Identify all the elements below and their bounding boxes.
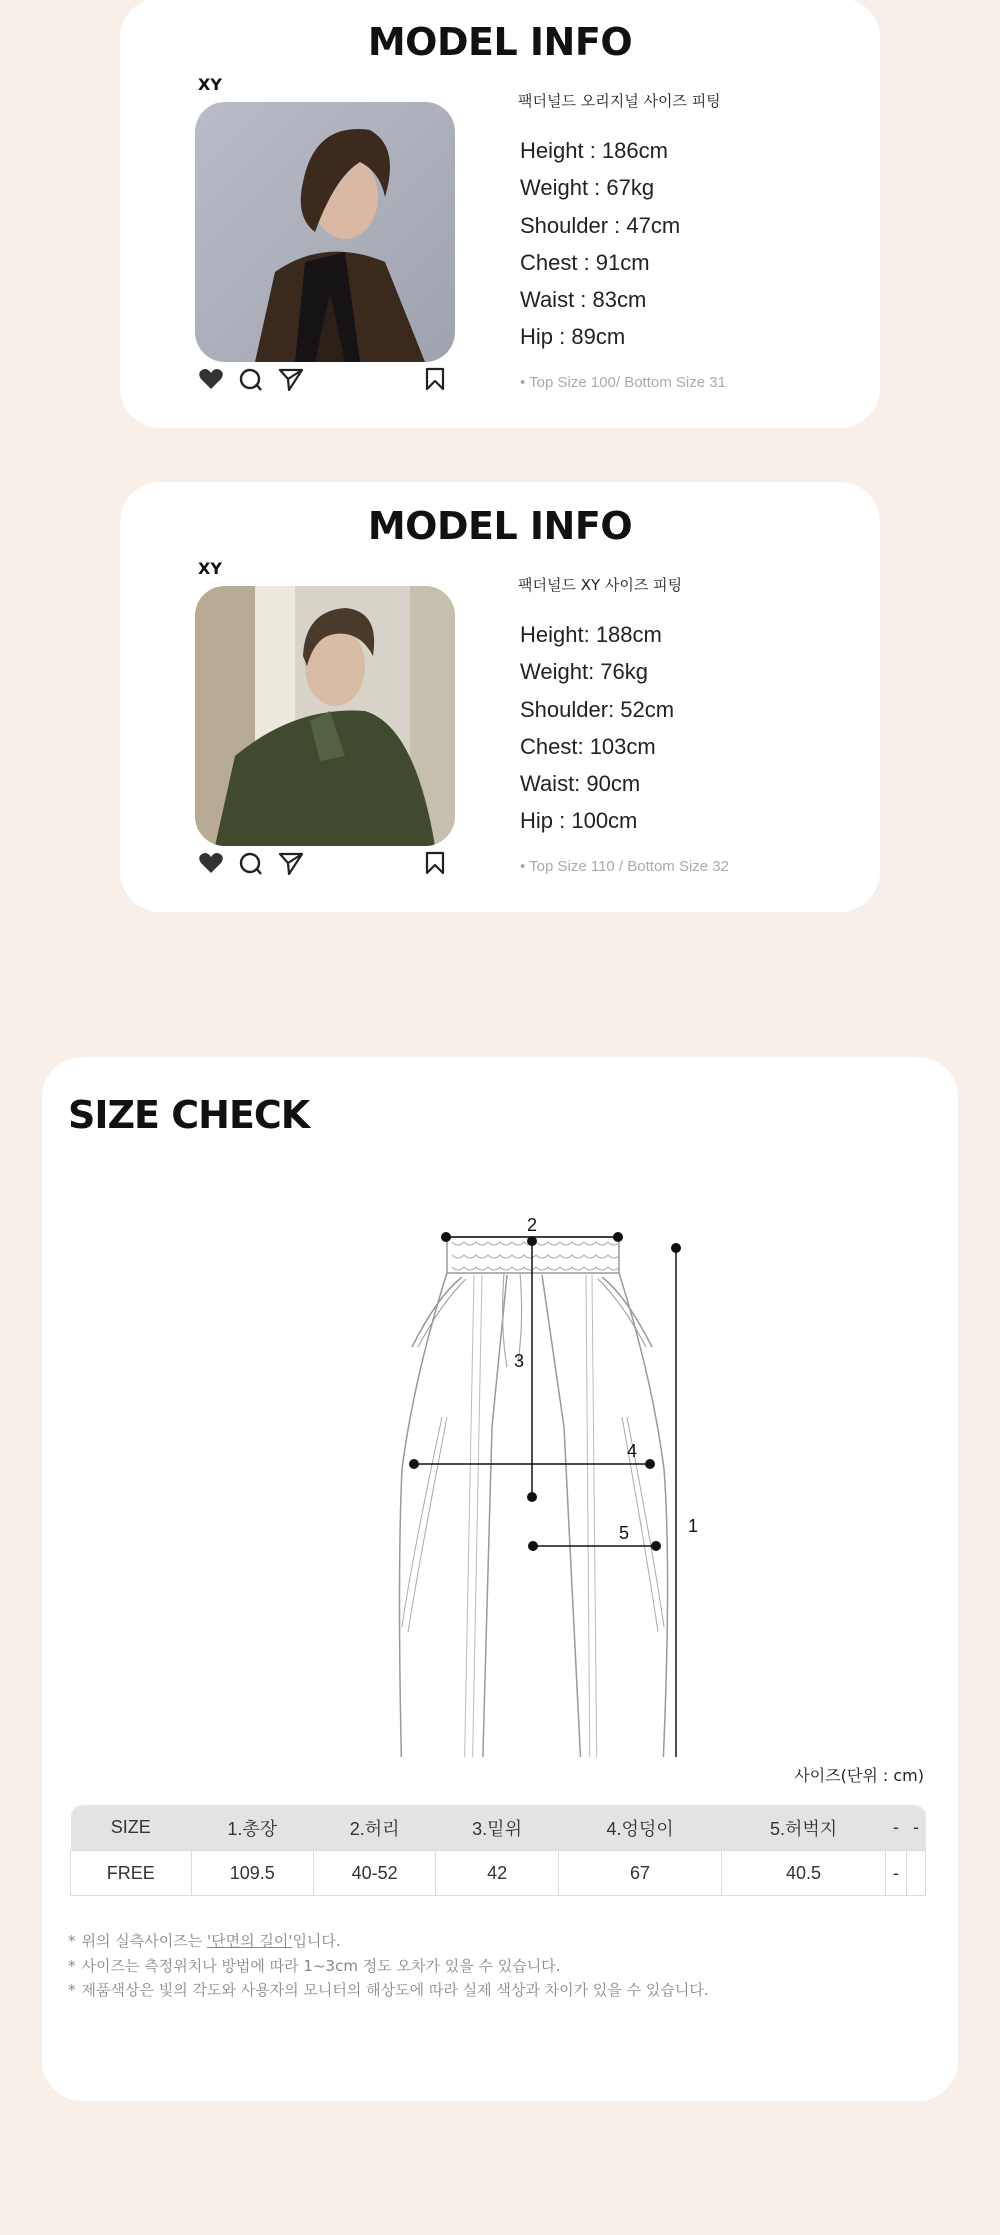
size-check-title: SIZE CHECK — [68, 1093, 310, 1137]
note-item — [68, 1929, 709, 1954]
unit-label: 사이즈(단위 : cm) — [794, 1766, 924, 1785]
table-header: 1.총장 — [191, 1805, 313, 1851]
heart-icon[interactable] — [198, 851, 224, 879]
model-info-card-1 — [120, 0, 880, 428]
table-cell: 67 — [558, 1851, 722, 1896]
table-header: 5.허벅지 — [722, 1805, 886, 1851]
table-header: 2.허리 — [313, 1805, 435, 1851]
stat-waist: Waist: 90cm — [520, 771, 641, 797]
stat-shoulder: Shoulder: 52cm — [520, 696, 675, 722]
size-table — [70, 1805, 926, 1896]
note-highlight: '단면의 길이' — [206, 1932, 293, 1950]
stat-height: Height: 188cm — [520, 622, 662, 647]
note-marker: * — [68, 1932, 76, 1950]
pants-diagram — [342, 1157, 722, 1761]
table-cell: FREE — [71, 1851, 192, 1896]
diagram-label-2: 2 — [526, 1215, 538, 1235]
size-note: • Top Size 110 / Bottom Size 32 — [520, 858, 729, 875]
note-item — [68, 1954, 709, 1979]
table-header: - — [885, 1805, 906, 1851]
note-text: 사이즈는 측정위치나 방법에 따라 1~3cm 정도 오차가 있을 수 있습니다. — [81, 1956, 561, 1975]
model-tag: XY — [198, 75, 222, 94]
note-suffix: 입니다. — [292, 1932, 341, 1950]
stat-weight: Weight : 67kg — [520, 175, 655, 201]
table-cell: - — [885, 1851, 906, 1896]
stat-height: Height : 186cm — [520, 138, 668, 163]
size-check-card — [42, 1057, 958, 2101]
heart-icon[interactable] — [198, 367, 224, 395]
table-header: 4.엉덩이 — [558, 1805, 722, 1851]
send-icon[interactable] — [278, 367, 304, 397]
model-stats — [520, 616, 674, 840]
table-cell: 109.5 — [191, 1851, 313, 1896]
model-info-title: MODEL INFO — [367, 20, 633, 64]
stat-chest: Chest : 91cm — [520, 249, 650, 275]
diagram-label-3: 3 — [513, 1351, 524, 1371]
note-marker: * — [68, 1981, 76, 1999]
table-header: 3.밑위 — [436, 1805, 558, 1851]
bookmark-icon[interactable] — [424, 367, 446, 395]
social-icons — [198, 851, 458, 881]
diagram-label-4: 4 — [626, 1441, 638, 1461]
model-photo-2 — [195, 586, 455, 846]
table-header: - — [907, 1805, 926, 1851]
stat-weight: Weight: 76kg — [520, 659, 649, 685]
size-note: • Top Size 100/ Bottom Size 31 — [520, 374, 726, 391]
social-icons — [198, 367, 458, 397]
send-icon[interactable] — [278, 851, 304, 881]
table-row — [71, 1851, 926, 1896]
model-tag: XY — [198, 559, 222, 578]
table-header: SIZE — [71, 1805, 192, 1851]
comment-icon[interactable] — [238, 851, 264, 881]
table-header-row — [71, 1805, 926, 1851]
note-text: 위의 실측사이즈는 — [81, 1932, 207, 1950]
model-info-card-2 — [120, 482, 880, 912]
fit-title: 팩더널드 오리지널 사이즈 피팅 — [518, 92, 721, 110]
model-stats — [520, 132, 680, 356]
table-cell: 40-52 — [313, 1851, 435, 1896]
stat-chest: Chest: 103cm — [520, 733, 656, 759]
stat-hip: Hip : 89cm — [520, 324, 626, 350]
model-photo-1 — [195, 102, 455, 362]
note-marker: * — [68, 1956, 76, 1975]
stat-hip: Hip : 100cm — [520, 808, 638, 834]
size-notes — [68, 1929, 709, 2003]
stat-waist: Waist : 83cm — [520, 287, 647, 313]
diagram-label-5: 5 — [618, 1523, 630, 1543]
table-cell — [907, 1851, 926, 1896]
fit-title: 팩더널드 XY 사이즈 피팅 — [518, 576, 683, 594]
diagram-label-1: 1 — [688, 1516, 699, 1536]
note-item — [68, 1978, 709, 2003]
stat-shoulder: Shoulder : 47cm — [520, 212, 681, 238]
model-info-title: MODEL INFO — [367, 504, 633, 548]
bookmark-icon[interactable] — [424, 851, 446, 879]
table-cell: 42 — [436, 1851, 558, 1896]
table-cell: 40.5 — [722, 1851, 886, 1896]
note-text: 제품색상은 빛의 각도와 사용자의 모니터의 해상도에 따라 실제 색상과 차이가 있을 수 있습니다. — [81, 1981, 709, 1999]
comment-icon[interactable] — [238, 367, 264, 397]
